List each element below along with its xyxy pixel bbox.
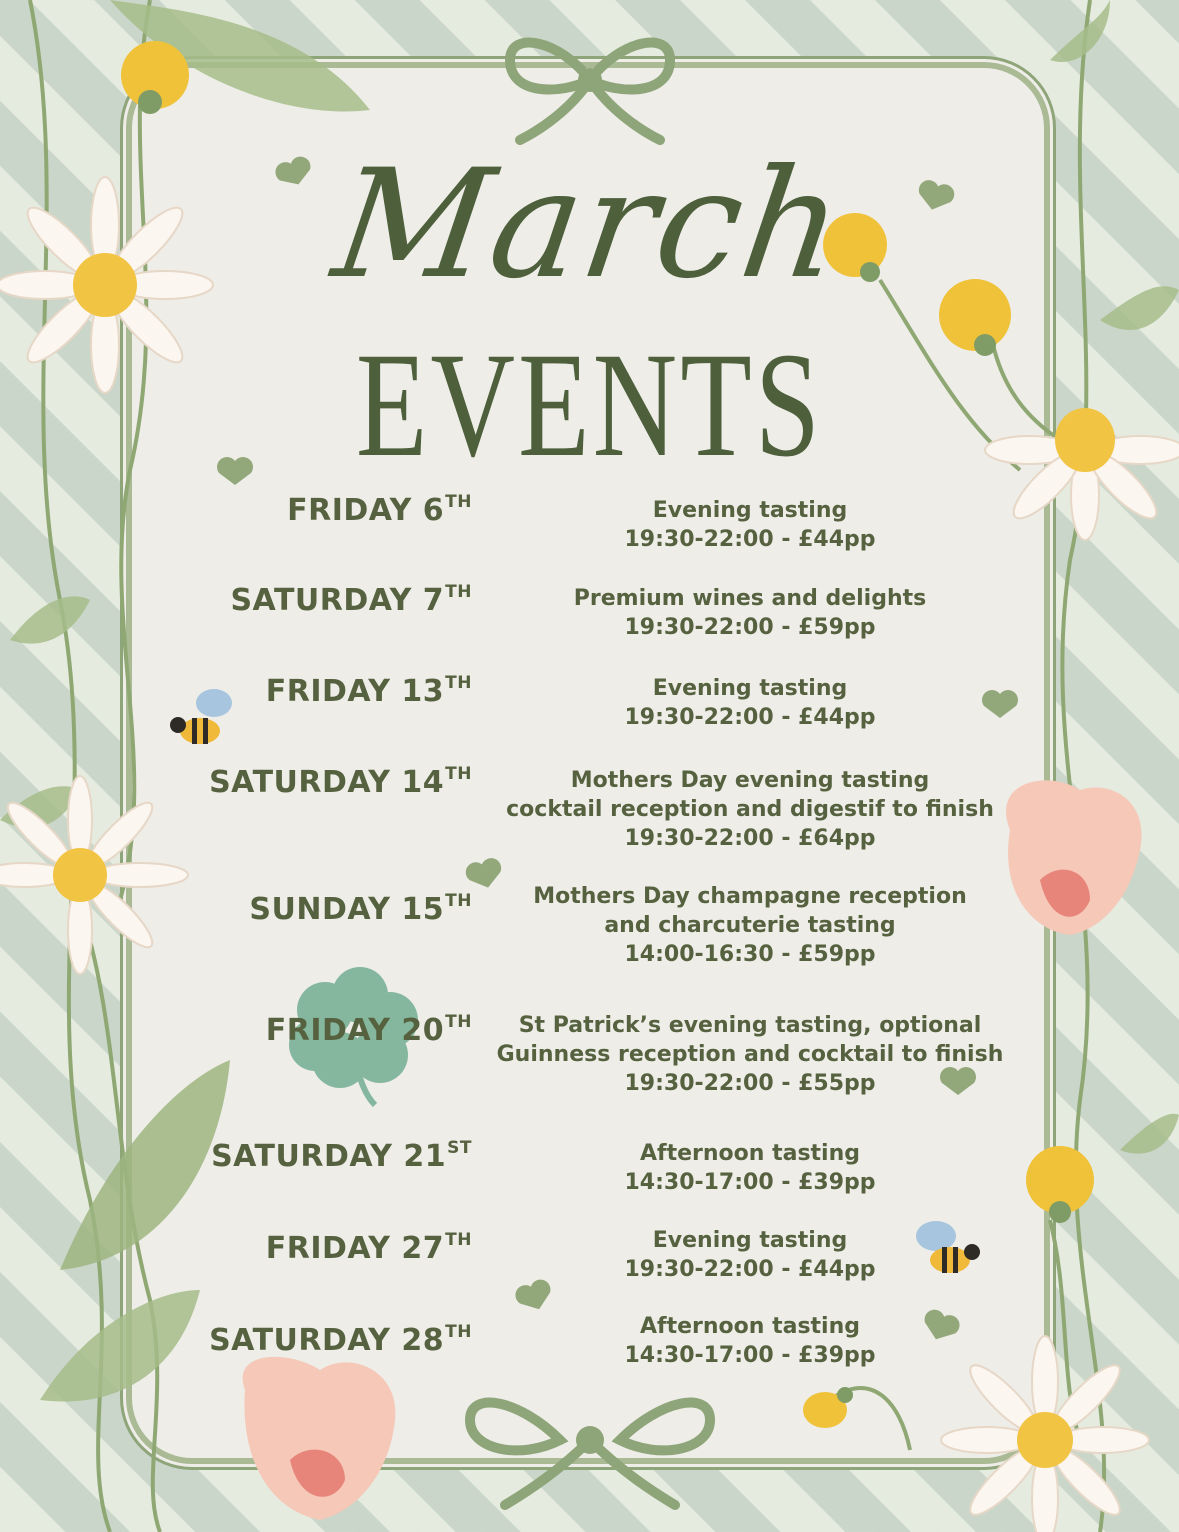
script-title: March [324, 138, 855, 312]
event-description-line: 19:30-22:00 - £44pp [624, 1257, 876, 1282]
event-day-suffix: TH [445, 492, 472, 512]
event-description-line: 14:30-17:00 - £39pp [624, 1170, 876, 1195]
event-description-line: Evening tasting [652, 676, 848, 701]
bow-knot-icon [576, 1426, 604, 1454]
bee-icon [170, 689, 232, 744]
event-description [430, 882, 1070, 969]
event-description-line: Afternoon tasting [639, 1314, 861, 1339]
event-description [430, 1226, 1070, 1284]
event-description-line: St Patrick’s evening tasting, optional [518, 1013, 982, 1038]
event-description-line: Evening tasting [652, 1228, 848, 1253]
event-description-line: 19:30-22:00 - £59pp [624, 615, 876, 640]
event-day-suffix: TH [445, 1230, 472, 1250]
event-day-label: FRIDAY 13 [265, 674, 445, 709]
event-description [430, 496, 1070, 554]
event-day-suffix: TH [445, 891, 472, 911]
event-day-suffix: TH [445, 764, 472, 784]
event-description-line: Guinness reception and cocktail to finish [496, 1042, 1004, 1067]
event-day-label: SATURDAY 21 [211, 1139, 447, 1174]
event-description-line: cocktail reception and digestif to finish [506, 797, 994, 822]
event-description [430, 1139, 1070, 1197]
event-description [430, 584, 1070, 642]
sweet-pea-icon [243, 1357, 396, 1520]
bow-knot-icon [578, 68, 602, 92]
event-description-line: and charcuterie tasting [604, 913, 896, 938]
event-description-line: 14:00-16:30 - £59pp [624, 942, 876, 967]
event-day-label: SATURDAY 28 [209, 1323, 445, 1358]
event-description-line: Premium wines and delights [573, 586, 927, 611]
event-description-line: 19:30-22:00 - £44pp [624, 527, 876, 552]
event-day-suffix: TH [445, 582, 472, 602]
event-description-line: 19:30-22:00 - £44pp [624, 705, 876, 730]
event-description-line: 19:30-22:00 - £64pp [624, 826, 876, 851]
event-day-suffix: TH [445, 673, 472, 693]
event-day-suffix: ST [447, 1138, 472, 1158]
event-day-suffix: TH [445, 1322, 472, 1342]
event-description-line: Evening tasting [652, 498, 848, 523]
event-day-label: SUNDAY 15 [249, 892, 445, 927]
event-day-label: FRIDAY 20 [265, 1013, 445, 1048]
event-description [430, 674, 1070, 732]
event-day-suffix: TH [445, 1012, 472, 1032]
page-title: EVENTS [355, 322, 824, 488]
event-description [430, 1011, 1070, 1098]
event-day-label: SATURDAY 14 [209, 765, 445, 800]
event-day-label: FRIDAY 27 [265, 1231, 445, 1266]
event-day-label: FRIDAY 6 [287, 493, 445, 528]
event-description [430, 766, 1070, 853]
event-description-line: 19:30-22:00 - £55pp [624, 1071, 876, 1096]
event-description-line: Mothers Day champagne reception [533, 884, 967, 909]
event-description-line: Mothers Day evening tasting [570, 768, 930, 793]
event-day-label: SATURDAY 7 [230, 583, 445, 618]
event-description-line: Afternoon tasting [639, 1141, 861, 1166]
event-description-line: 14:30-17:00 - £39pp [624, 1343, 876, 1368]
event-description [430, 1312, 1070, 1370]
